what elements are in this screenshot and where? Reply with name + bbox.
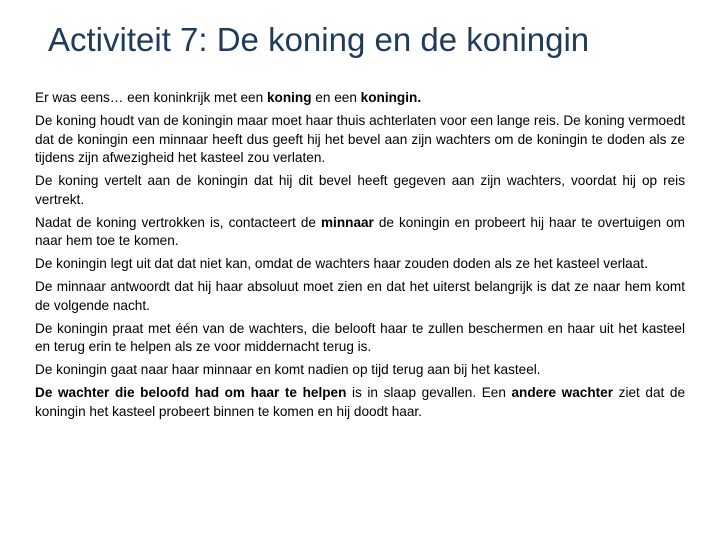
keyword-koningin: koningin bbox=[360, 90, 418, 105]
paragraph-7: De koningin praat met één van de wachters, die belooft haar te zullen beschermen en haar uit het kasteel en terug erin te helpen als ze voor middernacht terug is. bbox=[35, 320, 685, 354]
p4-text-1: Nadat de koning vertrokken is, contacteert de bbox=[35, 214, 321, 230]
story-text bbox=[35, 89, 685, 426]
paragraph-2: De koning houdt van de koningin maar moet haar thuis achterlaten voor een lange reis. De koning vermoedt dat de koningin een minnaar heeft dus geeft hij het bevel aan zijn wachters om de koningin te doden als ze tijdens zijn afwezigheid het kasteel zou verlaten. bbox=[35, 113, 685, 165]
p9-text-1: is in slaap gevallen. Een bbox=[346, 385, 512, 400]
keyword-koning: koning bbox=[266, 90, 312, 105]
slide-title: Activiteit 7: De koning en de koningin bbox=[48, 21, 590, 58]
keyword-wachter-beloofd: De wachter die beloofd had om haar te helpen bbox=[35, 385, 347, 400]
intro-text-2: en een bbox=[311, 90, 361, 105]
paragraph-8: De koningin gaat naar haar minnaar en komt nadien op tijd terug aan bij het kasteel. bbox=[35, 362, 541, 377]
paragraph-4 bbox=[35, 214, 685, 251]
paragraph-intro bbox=[35, 89, 685, 108]
intro-period: . bbox=[417, 90, 422, 105]
paragraph-3: De koning vertelt aan de koningin dat hij dit bevel heeft gegeven aan zijn wachters, voordat hij op reis vertrekt. bbox=[35, 173, 685, 207]
keyword-minnaar: minnaar bbox=[320, 214, 374, 230]
paragraph-5: De koningin legt uit dat dat niet kan, omdat de wachters haar zouden doden als ze het kasteel verlaat. bbox=[35, 256, 648, 271]
intro-text-1: Er was eens… een koninkrijk met een bbox=[35, 90, 267, 105]
paragraph-6: De minnaar antwoordt dat hij haar absoluut moet zien en dat het uiterst belangrijk is dat ze naar hem komt de volgende nacht. bbox=[35, 279, 685, 313]
p4-text-2: de koningin en probeert hij haar te overtuigen om naar hem toe te komen. bbox=[35, 214, 685, 248]
keyword-andere-wachter: andere wachter bbox=[511, 385, 614, 400]
paragraph-9 bbox=[35, 384, 685, 421]
p9-text-2: ziet dat de koningin het kasteel probeert binnen te komen en hij doodt haar. bbox=[35, 385, 686, 419]
